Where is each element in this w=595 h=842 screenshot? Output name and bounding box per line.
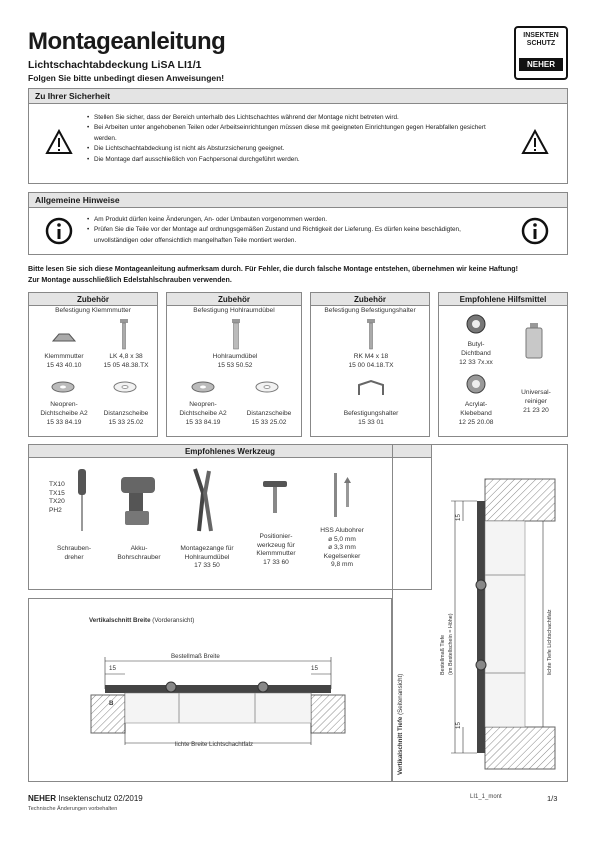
right-margin-label: 15	[311, 665, 318, 672]
item-name: Befestigungshalter	[343, 410, 399, 417]
drill-bit-icon	[331, 473, 353, 519]
accessory-panel-bracket	[310, 292, 430, 437]
list-item: • Die Lichtschachtabdeckung ist nicht als Absturzsicherung geeignet.	[87, 144, 507, 154]
panel-heading: Zubehör	[29, 293, 157, 306]
page-number: 1/3	[547, 794, 558, 803]
neher-logo	[514, 26, 568, 80]
footer-brand-rest: Insektenschutz 02/2019	[58, 794, 143, 803]
clear-width-label: lichte Breite Lichtschachtfalz	[175, 741, 254, 748]
cleaner-can-icon	[525, 323, 543, 359]
general-box	[28, 192, 568, 255]
bracket-icon	[357, 379, 385, 397]
item-name: LK 4,8 x 38	[109, 353, 143, 360]
tool-name: Montagezange für Hohlraumdübel 17 33 50	[180, 545, 234, 569]
item-code: 15 33 84.19	[185, 419, 221, 426]
item-code: 21 23 20	[523, 407, 549, 414]
diagram-view: (Seitenansicht)	[397, 673, 404, 715]
item-name: Distanzscheibe	[246, 410, 292, 417]
bit-list: TX10 TX15 TX20 PH2	[49, 481, 65, 514]
instruction-note: Folgen Sie bitte unbedingt diesen Anweisungen!	[28, 73, 225, 83]
logo-brand: NEHER	[519, 58, 563, 71]
diagram-title: Vertikalschnitt Tiefe	[397, 716, 404, 775]
width-section-drawing	[29, 599, 393, 783]
clamp-nut-icon	[51, 331, 77, 345]
recommended-aids-panel	[438, 292, 568, 437]
washer-icon	[51, 381, 75, 393]
footer-note: Technische Änderungen vorbehalten	[28, 806, 118, 812]
spacer-icon	[255, 381, 279, 393]
info-icon	[521, 217, 549, 245]
item-name: Acrylat- Klebeband	[460, 401, 492, 417]
item-name: Neopren- Dichtscheibe A2	[40, 401, 88, 417]
tool-name: HSS Alubohrer ø 5,0 mm ø 3,3 mm Kegelsenker 9,8 mm	[320, 527, 364, 568]
screw-icon	[119, 319, 129, 351]
dowel-icon	[231, 319, 241, 351]
warning-icon	[45, 129, 73, 155]
tool-name: Akku- Bohrschrauber	[117, 545, 161, 561]
diagram-view: (Vorderansicht)	[152, 617, 195, 624]
item-code: 12 25 20.08	[458, 419, 494, 426]
order-width-label: Bestellmaß Breite	[171, 653, 220, 660]
info-icon	[45, 217, 73, 245]
item-name: Distanzscheibe	[103, 410, 149, 417]
item-code: 12 33 7x.xx	[459, 359, 493, 366]
footer-file: LI1_1_mont	[470, 794, 502, 800]
item-code: 15 43 40.10	[46, 362, 82, 369]
panel-heading: Zubehör	[311, 293, 429, 306]
panel-subheading: Befestigung Klemmmutter	[55, 307, 131, 314]
item-code: 15 33 25.02	[108, 419, 144, 426]
positioning-tool-icon	[263, 481, 287, 515]
accessory-panel-cavity-dowel	[166, 292, 302, 437]
list-item: • Prüfen Sie die Teile vor der Montage auf ordnungsgemäßen Zustand und Richtigkeit der Lieferung. Es dürfen keine beschädigten, unvollständigen oder offensichtlich mangelhaften Teile montiert werden.	[87, 225, 507, 246]
order-depth-label: Bestellmaß Tiefe (im Bestellschein = Höhe)	[440, 613, 454, 675]
pliers-icon	[189, 467, 219, 533]
panel-heading: Zubehör	[167, 293, 301, 306]
item-code: 15 33 84.19	[46, 419, 82, 426]
panel-subheading: Befestigung Befestigungshalter	[324, 307, 416, 314]
panel-subheading: Befestigung Hohlraumdübel	[193, 307, 275, 314]
list-item: • Bei Arbeiten unter angehobenen Teilen oder Arbeitseinrichtungen müssen diese mit geeigneten Einrichtungen gegen Herabfallen gesichert werden.	[87, 123, 507, 144]
washer-icon	[191, 381, 215, 393]
item-name: Klemmmutter	[44, 353, 84, 360]
list-item: • Die Montage darf ausschließlich von Fachpersonal durchgeführt werden.	[87, 155, 507, 165]
item-code: 15 53 50.52	[217, 362, 253, 369]
item-code: 15 05 48.38.TX	[103, 362, 149, 369]
depth-section-diagram	[392, 444, 568, 782]
depth-section-drawing	[393, 445, 569, 783]
cordless-drill-icon	[119, 475, 159, 527]
tool-name: Positionier- werkzeug für Klemmmutter 17 33 60	[256, 533, 296, 566]
tool-name: Schrauben- dreher	[56, 545, 92, 561]
liability-notice	[28, 264, 568, 285]
notice-line: Bitte lesen Sie sich diese Montageanleitung aufmerksam durch. Für Fehler, die durch falsche Montage entstehen, übernehmen wir keine Haftung!	[28, 265, 518, 273]
item-name: Hohlraumdübel	[212, 353, 258, 360]
safety-list	[87, 113, 507, 165]
safety-box	[28, 88, 568, 184]
left-margin-label: 15	[109, 665, 116, 672]
tape-roll-icon	[465, 373, 487, 395]
item-name: Neopren- Dichtscheibe A2	[179, 401, 227, 417]
item-code: 15 33 25.02	[251, 419, 287, 426]
tape-roll-icon	[465, 313, 487, 335]
tools-panel	[28, 444, 432, 590]
list-item: • Am Produkt dürfen keine Änderungen, An- oder Umbauten vorgenommen werden.	[87, 215, 507, 225]
item-name: RK M4 x 18	[353, 353, 389, 360]
general-list	[87, 215, 507, 246]
item-code: 15 33 01	[358, 419, 384, 426]
accessory-panel-clamp-nut	[28, 292, 158, 437]
item-name: Universal- reiniger	[521, 389, 551, 405]
item-code: 15 00 04.18.TX	[348, 362, 394, 369]
notice-line: Zur Montage ausschließlich Edelstahlschrauben verwenden.	[28, 275, 232, 284]
bottom-margin-label: 15	[455, 722, 462, 729]
item-name: Butyl- Dichtband	[461, 341, 491, 357]
top-margin-label: 15	[455, 514, 462, 521]
screwdriver-icon	[75, 469, 89, 533]
list-item: • Stellen Sie sicher, dass der Bereich unterhalb des Lichtschachtes während der Montage nicht betreten wird.	[87, 113, 507, 123]
panel-heading: Empfohlenes Werkzeug	[29, 445, 431, 458]
diagram-title: Vertikalschnitt Breite	[89, 617, 151, 624]
warning-icon	[521, 129, 549, 155]
product-name: Lichtschachtabdeckung LiSA LI1/1	[28, 59, 202, 71]
width-section-diagram	[28, 598, 392, 782]
footer-brand-name: NEHER	[28, 794, 57, 803]
footer-brand	[28, 794, 143, 803]
page-title: Montageanleitung	[28, 28, 226, 55]
screw-icon	[366, 319, 376, 351]
logo-text: INSEKTEN SCHUTZ	[523, 32, 559, 47]
clear-depth-label: lichte Tiefe Lichtschachtfalz	[547, 609, 553, 675]
safety-heading: Zu Ihrer Sicherheit	[29, 89, 567, 104]
general-heading: Allgemeine Hinweise	[29, 193, 567, 208]
spacer-icon	[113, 381, 137, 393]
panel-heading: Empfohlene Hilfsmittel	[439, 293, 567, 306]
